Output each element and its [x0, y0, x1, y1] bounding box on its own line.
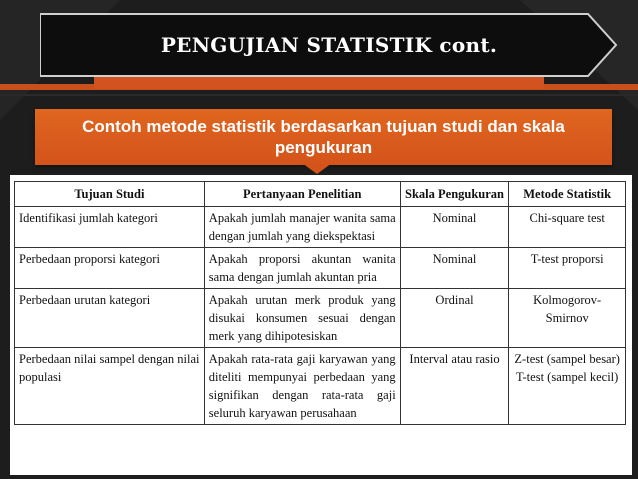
header-metode-statistik: Metode Statistik: [509, 182, 626, 207]
cell-tujuan: Perbedaan proporsi kategori: [15, 248, 205, 289]
cell-metode: Chi-square test: [509, 207, 626, 248]
cell-metode: Z-test (sampel besar) T-test (sampel kecil): [509, 348, 626, 425]
table-row: [15, 207, 626, 248]
cell-pertanyaan: Apakah rata-rata gaji karyawan yang diteliti mempunyai perbedaan yang signifikan dengan rata-rata gaji seluruh karyawan perusahaan: [204, 348, 400, 425]
table-header-row: [15, 182, 626, 207]
subtitle-banner: Contoh metode statistik berdasarkan tujuan studi dan skala pengukuran: [35, 109, 612, 165]
cell-skala: Ordinal: [400, 289, 509, 348]
table-container: [10, 175, 632, 475]
statistics-table: [14, 181, 626, 425]
header-skala-pengukuran: Skala Pengukuran: [400, 182, 509, 207]
cell-metode: T-test proporsi: [509, 248, 626, 289]
cell-pertanyaan: Apakah jumlah manajer wanita sama dengan jumlah yang diekspektasi: [204, 207, 400, 248]
banner-arrow: [302, 163, 332, 174]
title-bar: [40, 12, 618, 78]
header-tujuan-studi: Tujuan Studi: [15, 182, 205, 207]
cell-tujuan: Perbedaan nilai sampel dengan nilai populasi: [15, 348, 205, 425]
cell-pertanyaan: Apakah urutan merk produk yang disukai konsumen sesuai dengan merk yang dihipotesiskan: [204, 289, 400, 348]
cell-skala: Interval atau rasio: [400, 348, 509, 425]
cell-metode: Kolmogorov-Smirnov: [509, 289, 626, 348]
table-row: [15, 289, 626, 348]
cell-skala: Nominal: [400, 248, 509, 289]
header-pertanyaan-penelitian: Pertanyaan Penelitian: [204, 182, 400, 207]
cell-pertanyaan: Apakah proporsi akuntan wanita sama dengan jumlah akuntan pria: [204, 248, 400, 289]
table-row: [15, 248, 626, 289]
cell-tujuan: Perbedaan urutan kategori: [15, 289, 205, 348]
cell-skala: Nominal: [400, 207, 509, 248]
slide-title: PENGUJIAN STATISTIK cont.: [160, 33, 498, 57]
table-row: [15, 348, 626, 425]
cell-tujuan: Identifikasi jumlah kategori: [15, 207, 205, 248]
